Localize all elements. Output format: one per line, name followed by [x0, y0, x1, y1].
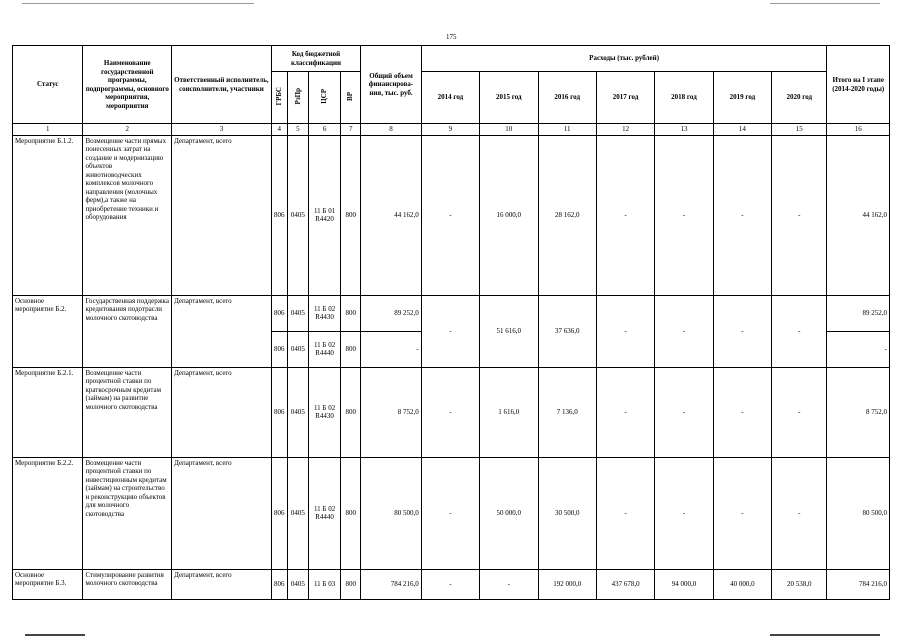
row-total: 784 216,0 — [361, 569, 421, 599]
col-num: 13 — [655, 124, 713, 136]
header-name: Наименование государственной программы, подпрограммы, основного мероприятия, мероприятия — [83, 46, 172, 124]
header-year-2019: 2019 год — [713, 72, 771, 124]
row-csr: 11 Б 02 R4440 — [308, 457, 340, 569]
top-rule-left — [22, 3, 254, 4]
col-num: 16 — [827, 124, 890, 136]
row-y2017: - — [596, 367, 654, 457]
header-budget-code: Код бюджетной классификации — [271, 46, 361, 72]
row-y2020: - — [772, 457, 827, 569]
header-year-2018: 2018 год — [655, 72, 713, 124]
row-y2016: 28 162,0 — [538, 135, 596, 295]
row-rzpr: 0405 — [287, 457, 308, 569]
row-vr: 800 — [341, 331, 361, 367]
table-row — [13, 457, 890, 569]
row-y2018: 94 000,0 — [655, 569, 713, 599]
row-total: 80 500,0 — [361, 457, 421, 569]
row-y2019: 40 000,0 — [713, 569, 771, 599]
col-num: 1 — [13, 124, 83, 136]
row-y2020: - — [772, 367, 827, 457]
row-status: Мероприятие Б.1.2. — [13, 135, 83, 295]
row-y2019: - — [713, 367, 771, 457]
row-csr: 11 Б 03 — [308, 569, 340, 599]
col-num: 14 — [713, 124, 771, 136]
header-year-2016: 2016 год — [538, 72, 596, 124]
row-y2014: - — [421, 569, 479, 599]
row-rzpr: 0405 — [287, 569, 308, 599]
table-row — [13, 569, 890, 599]
budget-table — [12, 45, 890, 600]
row-y2019: - — [713, 457, 771, 569]
col-num: 7 — [341, 124, 361, 136]
col-num: 9 — [421, 124, 479, 136]
row-responsible: Департамент, всего — [172, 457, 272, 569]
row-y2018: - — [655, 367, 713, 457]
row-y2020: - — [772, 295, 827, 367]
row-y2016: 37 636,0 — [538, 295, 596, 367]
row-y2016: 30 500,0 — [538, 457, 596, 569]
col-num: 10 — [480, 124, 538, 136]
header-status: Статус — [13, 46, 83, 124]
row-responsible: Департамент, всего — [172, 569, 272, 599]
header-csr: ЦСР — [308, 72, 340, 124]
header-total-volume: Общий объем финансирова-ния, тыс. руб. — [361, 46, 421, 124]
header-year-2015: 2015 год — [480, 72, 538, 124]
col-num: 12 — [596, 124, 654, 136]
header-year-2020: 2020 год — [772, 72, 827, 124]
row-vr: 800 — [341, 367, 361, 457]
row-y2018: - — [655, 457, 713, 569]
row-total: 89 252,0 — [361, 295, 421, 331]
row-y2018: - — [655, 295, 713, 367]
row-csr: 11 Б 02 R4430 — [308, 367, 340, 457]
row-stage: 44 162,0 — [827, 135, 890, 295]
row-grbs: 806 — [271, 569, 287, 599]
row-name: Государственная поддержка кредитования подотрасли молочного скотоводства — [83, 295, 172, 367]
row-y2020: - — [772, 135, 827, 295]
row-y2015: 50 000,0 — [480, 457, 538, 569]
row-vr: 800 — [341, 569, 361, 599]
row-stage: - — [827, 331, 890, 367]
row-vr: 800 — [341, 295, 361, 331]
row-name: Возмещение части прямых понесенных затрат на создание и модернизацию объектов животноводческих комплексов молочного направления (молочных ферм),а также на приобретение техники и оборудования — [83, 135, 172, 295]
bottom-rule-left — [25, 634, 85, 636]
row-responsible: Департамент, всего — [172, 367, 272, 457]
row-grbs: 806 — [271, 331, 287, 367]
row-y2018: - — [655, 135, 713, 295]
row-y2015: 51 616,0 — [480, 295, 538, 367]
row-vr: 800 — [341, 135, 361, 295]
row-grbs: 806 — [271, 367, 287, 457]
header-rzpr: РзПр — [287, 72, 308, 124]
row-y2017: - — [596, 295, 654, 367]
row-name: Возмещение части процентной ставки по инвестиционным кредитам (займам) на строительство и реконструкцию объектов для молочного скотоводства — [83, 457, 172, 569]
row-y2019: - — [713, 295, 771, 367]
row-stage: 784 216,0 — [827, 569, 890, 599]
column-number-row — [13, 124, 890, 136]
row-name: Стимулирование развития молочного скотоводства — [83, 569, 172, 599]
row-stage: 89 252,0 — [827, 295, 890, 331]
row-total: 8 752,0 — [361, 367, 421, 457]
col-num: 8 — [361, 124, 421, 136]
row-y2016: 7 136,0 — [538, 367, 596, 457]
row-csr: 11 Б 01 R4420 — [308, 135, 340, 295]
row-responsible: Департамент, всего — [172, 295, 272, 367]
row-csr: 11 Б 02 R4430 — [308, 295, 340, 331]
col-num: 11 — [538, 124, 596, 136]
col-num: 3 — [172, 124, 272, 136]
row-csr: 11 Б 02 R4440 — [308, 331, 340, 367]
row-y2015: 16 000,0 — [480, 135, 538, 295]
row-y2015: 1 616,0 — [480, 367, 538, 457]
col-num: 4 — [271, 124, 287, 136]
row-stage: 8 752,0 — [827, 367, 890, 457]
row-name: Возмещение части процентной ставки по краткосрочным кредитам (займам) на развитие молочного скотоводства — [83, 367, 172, 457]
table-row — [13, 295, 890, 331]
table-row — [13, 367, 890, 457]
row-status: Основное мероприятие Б.2. — [13, 295, 83, 367]
row-y2020: 20 538,0 — [772, 569, 827, 599]
row-y2016: 192 000,0 — [538, 569, 596, 599]
table-row — [13, 135, 890, 295]
row-vr: 800 — [341, 457, 361, 569]
col-num: 6 — [308, 124, 340, 136]
row-y2014: - — [421, 457, 479, 569]
col-num: 2 — [83, 124, 172, 136]
row-grbs: 806 — [271, 457, 287, 569]
top-rule-right — [770, 3, 880, 4]
col-num: 15 — [772, 124, 827, 136]
header-year-2017: 2017 год — [596, 72, 654, 124]
col-num: 5 — [287, 124, 308, 136]
row-stage: 80 500,0 — [827, 457, 890, 569]
header-stage-total: Итого на I этапе (2014-2020 годы) — [827, 46, 890, 124]
row-y2014: - — [421, 135, 479, 295]
bottom-rule-right — [770, 634, 880, 636]
header-row-1 — [13, 46, 890, 72]
page-number: 175 — [446, 33, 457, 41]
row-rzpr: 0405 — [287, 331, 308, 367]
header-grbs: ГРБС — [271, 72, 287, 124]
row-y2015: - — [480, 569, 538, 599]
row-y2017: - — [596, 457, 654, 569]
row-total: 44 162,0 — [361, 135, 421, 295]
header-vr: ВР — [341, 72, 361, 124]
row-grbs: 806 — [271, 295, 287, 331]
row-grbs: 806 — [271, 135, 287, 295]
row-rzpr: 0405 — [287, 295, 308, 331]
header-responsible: Ответственный исполнитель, соисполнители, участники — [172, 46, 272, 124]
row-rzpr: 0405 — [287, 135, 308, 295]
row-status: Мероприятие Б.2.1. — [13, 367, 83, 457]
row-y2014: - — [421, 295, 479, 367]
row-y2017: - — [596, 135, 654, 295]
row-y2014: - — [421, 367, 479, 457]
row-y2019: - — [713, 135, 771, 295]
row-rzpr: 0405 — [287, 367, 308, 457]
row-total: - — [361, 331, 421, 367]
header-year-2014: 2014 год — [421, 72, 479, 124]
row-y2017: 437 678,0 — [596, 569, 654, 599]
row-status: Мероприятие Б.2.2. — [13, 457, 83, 569]
row-responsible: Департамент, всего — [172, 135, 272, 295]
header-expenses: Расходы (тыс. рублей) — [421, 46, 827, 72]
row-status: Основное мероприятие Б.3. — [13, 569, 83, 599]
